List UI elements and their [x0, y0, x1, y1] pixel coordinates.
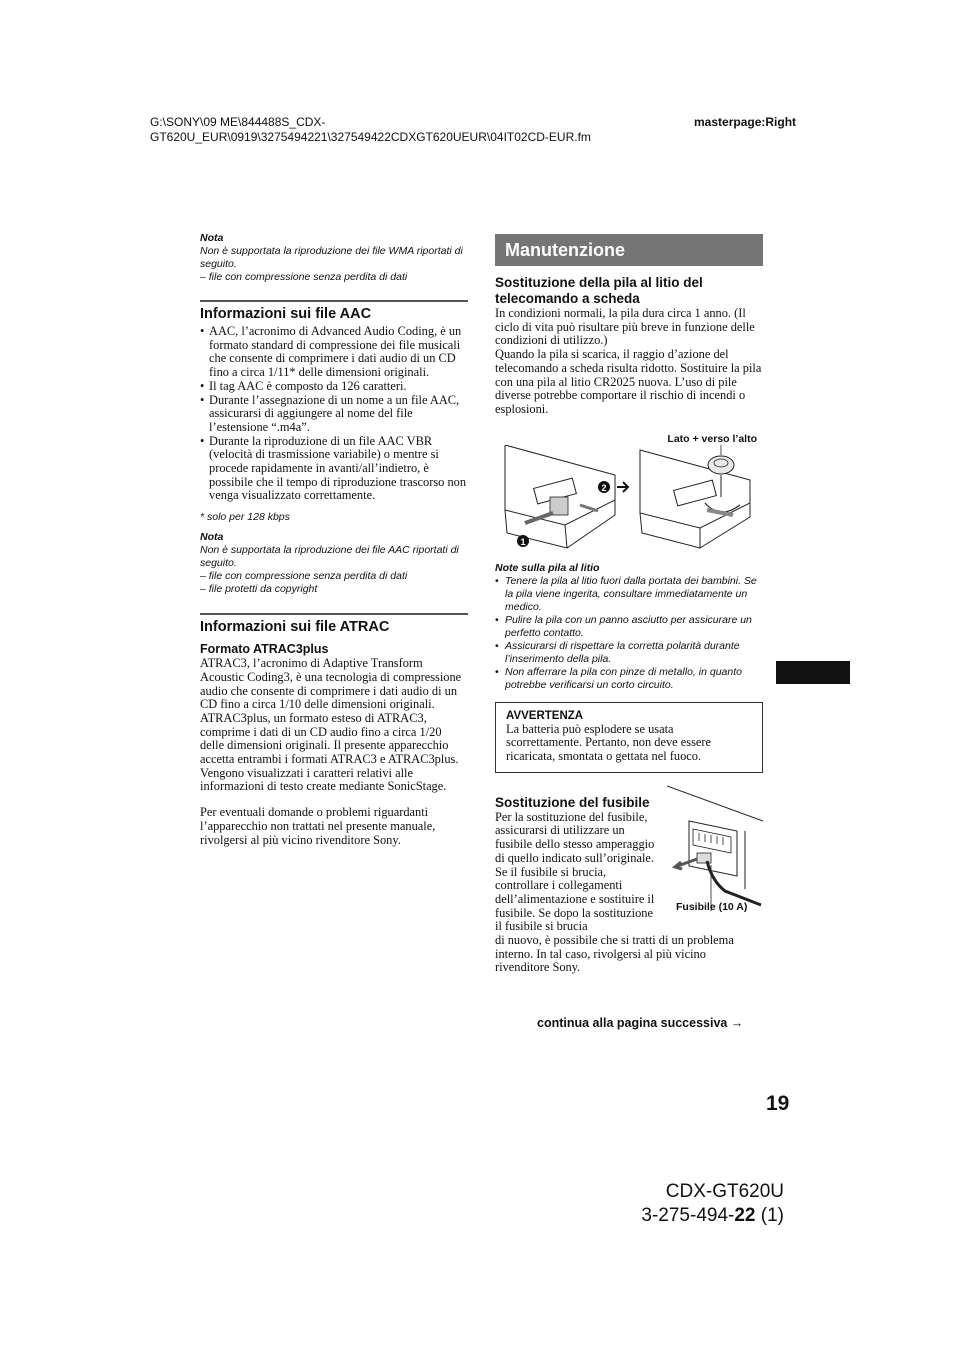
list-item: • Assicurarsi di rispettare la corretta polarità durante l’inserimento della pila. — [495, 640, 763, 666]
fuse-illustration — [667, 781, 767, 921]
list-item: • Tenere la pila al litio fuori dalla portata dei bambini. Se la pila viene ingerita, consultare immediatamente un medico. — [495, 575, 763, 614]
battery-notes-list — [495, 575, 763, 692]
section-tab-marker — [776, 661, 850, 684]
battery-heading: Sostituzione della pila al litio del telecomando a scheda — [495, 275, 703, 306]
contact-paragraph: Per eventuali domande o problemi riguardanti l’apparecchio non trattati nel presente manuale, rivolgersi al più vicino rivenditore Sony. — [200, 805, 436, 847]
fuse-label: Fusibile (10 A) — [676, 900, 748, 913]
note-line: Non è supportata la riproduzione dei file WMA riportati di seguito. — [200, 245, 463, 270]
page-number: 19 — [766, 1092, 790, 1115]
note-title: Nota — [200, 531, 224, 544]
left-column — [200, 232, 468, 847]
battery-paragraph: In condizioni normali, la pila dura circa 1 anno. (Il ciclo di vita può risultare più breve in funzione delle condizioni di utilizzo.) — [495, 306, 755, 348]
aac-bullet-list — [200, 325, 468, 503]
battery-figure — [495, 427, 763, 562]
step-1-marker: 1 — [520, 536, 526, 547]
model-code — [641, 1204, 784, 1228]
warning-text: La batteria può esplodere se usata scorrettamente. Pertanto, non deve essere ricaricata, smontata o gettata nel fuoco. — [506, 721, 712, 764]
battery-paragraph: Quando la pila si scarica, il raggio d’azione del telecomando a scheda risulta ridotto. Sostituire la pila con una pila al litio CR2025 nuova. L’uso di pile diverse potrebbe comportare il rischio di incendi o esplosioni. — [495, 347, 762, 416]
battery-section — [495, 275, 763, 417]
masterpage-label: masterpage:Right — [694, 115, 797, 129]
list-item: • Il tag AAC è composto da 126 caratteri. — [200, 380, 468, 394]
model-block — [641, 1180, 784, 1228]
step-2-marker: 2 — [601, 482, 607, 493]
warning-title: AVVERTENZA — [506, 709, 584, 722]
aac-section — [200, 300, 468, 596]
fuse-section — [495, 795, 763, 975]
list-item: • Durante la riproduzione di un file AAC VBR (velocità di trasmissione variabile) o mentre si procede rapidamente in avanti/all’indietro, è possibile che il tempo di riproduzione trascorso non venga visualizzato correttamente. — [200, 435, 468, 504]
atrac-paragraph: Vengono visualizzati i caratteri relativi alle informazioni di testo create mediante SonicStage. — [200, 765, 447, 794]
aac-note — [200, 531, 468, 596]
fuse-paragraph: Per la sostituzione del fusibile, assicurarsi di utilizzare un fusibile dello stesso amperaggio di quello indicato sull’originale. Se il fusibile si brucia, controllare i collegamenti dell’alimentazione e sostituire il fusibile. Se dopo la sostituzione il fusibile si brucia — [495, 809, 655, 934]
wma-note — [200, 232, 468, 284]
battery-replacement-illustration — [495, 445, 763, 560]
note-line: – file con compressione senza perdita di dati — [200, 570, 408, 583]
right-column — [495, 234, 763, 975]
atrac-paragraph: ATRAC3, l’acronimo di Adaptive Transform Acoustic Coding3, è una tecnologia di compressione audio che consente di comprimere i dati audio di un CD fino a circa 1/10 delle dimensioni originali. ATRAC3plus, un formato esteso di ATRAC3, comprime i dati di un CD audio fino a circa 1/20 delle dimensioni originali. Il presente apparecchio accetta entrambi i formati ATRAC3 e ATRAC3plus. — [200, 656, 462, 767]
fuse-heading: Sostituzione del fusibile — [495, 794, 650, 810]
warning-box — [495, 702, 763, 773]
note-line: Non è supportata la riproduzione dei file AAC riportati di seguito. — [200, 544, 459, 570]
continue-link: continua alla pagina successiva → — [537, 1016, 744, 1030]
aac-heading: Informazioni sui file AAC — [200, 306, 372, 322]
battery-side-label: Lato + verso l’alto — [667, 432, 757, 445]
file-path: G:\SONY\09 ME\844488S_CDX-GT620U_EUR\0919\3275494221\327549422CDXGT620UEUR\04IT02CD-EUR.fm — [150, 115, 591, 144]
model-name: CDX-GT620U — [665, 1181, 784, 1202]
atrac-section — [200, 613, 468, 847]
list-item: • Non afferrare la pila con pinze di metallo, in quanto potrebbe verificarsi un corto circuito. — [495, 666, 763, 692]
aac-footnote: * solo per 128 kbps — [200, 511, 290, 524]
section-banner: Manutenzione — [495, 234, 763, 266]
list-item: • AAC, l’acronimo di Advanced Audio Coding, è un formato standard di compressione dei file musicali che consente di comprimere i dati audio di un CD fino a circa 1/11* delle dimensioni originali. — [200, 325, 468, 380]
note-line: – file con compressione senza perdita di dati — [200, 271, 408, 283]
code-suffix: (1) — [755, 1205, 784, 1226]
note-line: – file protetti da copyright — [200, 583, 318, 596]
atrac-subheading: Formato ATRAC3plus — [200, 642, 329, 657]
battery-notes — [495, 562, 763, 692]
fuse-paragraph-continued: di nuovo, è possibile che si tratti di un problema interno. In tal caso, rivolgersi al più vicino rivenditore Sony. — [495, 933, 734, 975]
notes-title: Note sulla pila al litio — [495, 561, 600, 574]
code-prefix: 3-275-494- — [641, 1205, 735, 1226]
code-bold: 22 — [734, 1205, 756, 1226]
atrac-heading: Informazioni sui file ATRAC — [200, 619, 390, 636]
note-title: Nota — [200, 232, 224, 244]
list-item: • Durante l’assegnazione di un nome a un file AAC, assicurarsi di aggiungere al nome del file l’estensione “.m4a”. — [200, 394, 468, 435]
list-item: • Pulire la pila con un panno asciutto per assicurare un perfetto contatto. — [495, 614, 763, 640]
